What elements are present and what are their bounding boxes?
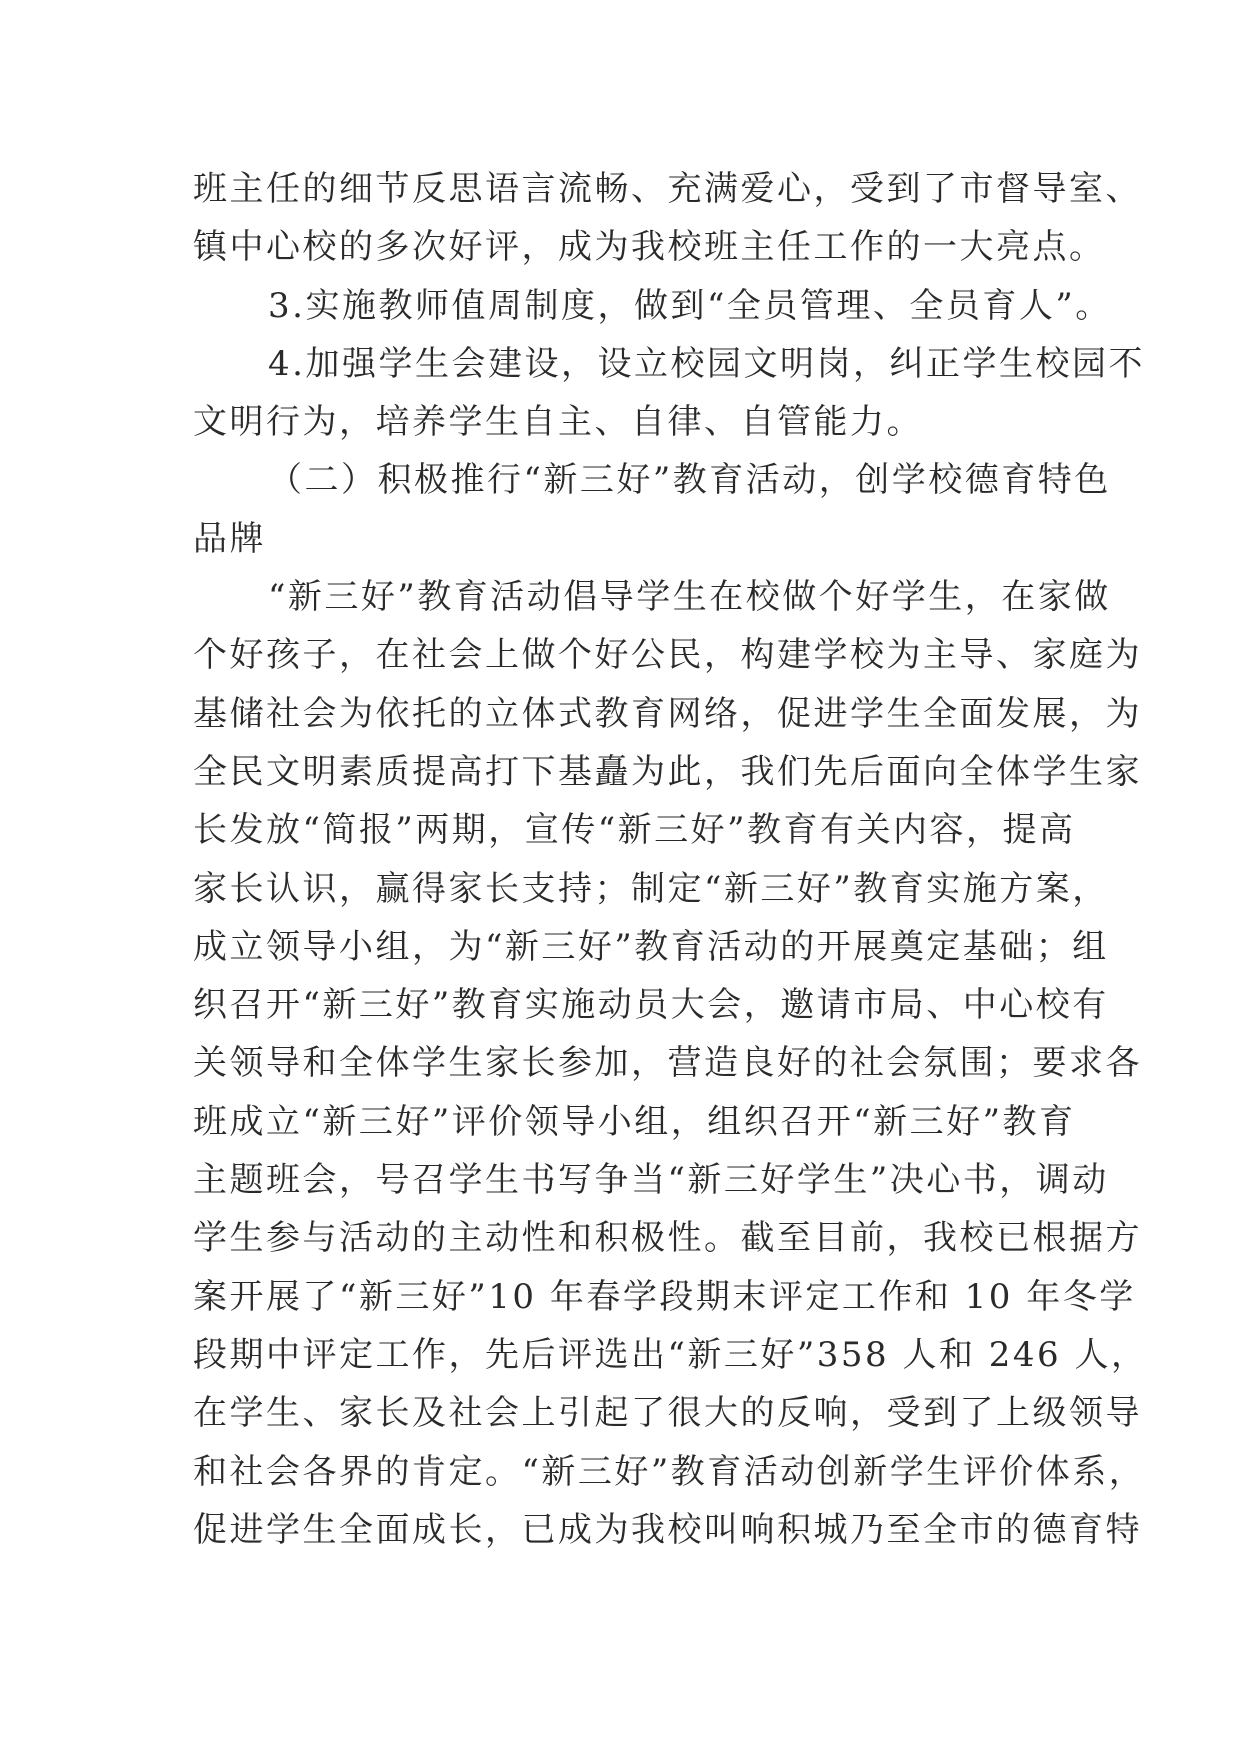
text-line: 段期中评定工作，先后评选出“新三好”358 人和 246 人， <box>193 1334 1148 1375</box>
text-line: 关领导和全体学生家长参加，营造良好的社会氛围；要求各 <box>193 1043 1142 1084</box>
text-line: 镇中心校的多次好评，成为我校班主任工作的一大亮点。 <box>193 227 1106 268</box>
paragraph-start: “新三好”教育活动倡导学生在校做个好学生，在家做 <box>268 577 1111 618</box>
text-line: 在学生、家长及社会上引起了很大的反响，受到了上级领导 <box>193 1393 1142 1434</box>
list-item: 4.加强学生会建设，设立校园文明岗，纠正学生校园不 <box>268 343 1145 384</box>
text-line: 文明行为，培养学生自主、自律、自管能力。 <box>193 402 923 443</box>
text-line: 全民文明素质提高打下基矗为此，我们先后面向全体学生家 <box>193 751 1142 792</box>
text-line: 家长认识，赢得家长支持；制定“新三好”教育实施方案， <box>193 868 1109 909</box>
text-line: 班成立“新三好”评价领导小组，组织召开“新三好”教育 <box>193 1101 1076 1142</box>
text-line: 主题班会，号召学生书写争当“新三好学生”决心书，调动 <box>193 1160 1109 1201</box>
text-line: 学生参与活动的主动性和积极性。截至目前，我校已根据方 <box>193 1218 1142 1259</box>
document-body <box>193 160 1148 1559</box>
text-line: 个好孩子，在社会上做个好公民，构建学校为主导、家庭为 <box>193 635 1142 676</box>
text-line: 促进学生全面成长，已成为我校叫响积城乃至全市的德育特 <box>193 1509 1142 1550</box>
text-line: 长发放“简报”两期，宣传“新三好”教育有关内容，提高 <box>193 810 1076 851</box>
section-heading: （二）积极推行“新三好”教育活动，创学校德育特色 <box>268 460 1111 501</box>
text-line: 案开展了“新三好”10 年春学段期末评定工作和 10 年冬学 <box>193 1276 1136 1317</box>
section-heading-continuation: 品牌 <box>193 518 266 559</box>
text-line: 织召开“新三好”教育实施动员大会，邀请市局、中心校有 <box>193 985 1109 1026</box>
text-line: 和社会各界的肯定。“新三好”教育活动创新学生评价体系， <box>193 1451 1146 1492</box>
text-line: 成立领导小组，为“新三好”教育活动的开展奠定基础；组 <box>193 926 1109 967</box>
text-line: 基储社会为依托的立体式教育网络，促进学生全面发展，为 <box>193 693 1142 734</box>
list-item: 3.实施教师值周制度，做到“全员管理、全员育人”。 <box>268 285 1112 326</box>
text-line: 班主任的细节反思语言流畅、充满爱心，受到了市督导室、 <box>193 169 1142 209</box>
